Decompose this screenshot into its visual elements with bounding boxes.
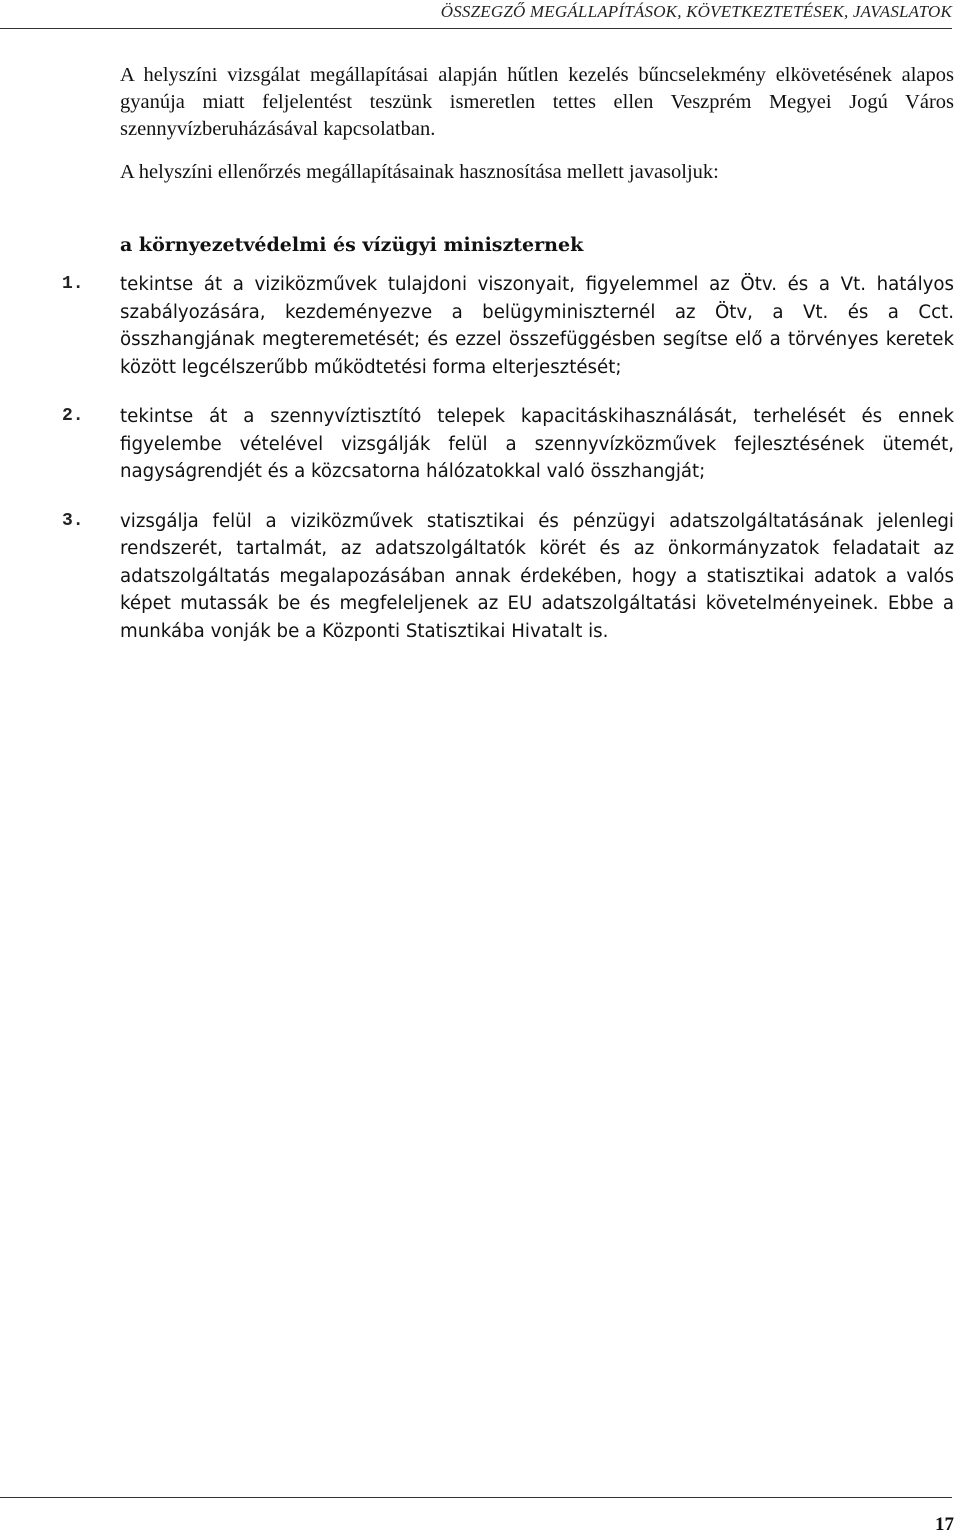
running-header: ÖSSZEGZŐ MEGÁLLAPÍTÁSOK, KÖVETKEZTETÉSEK, JAVASLATOK [0, 2, 952, 29]
list-item-text: tekintse át a viziközművek tulajdoni viszonyait, figyelemmel az Ötv. és a Vt. hatályos szabályozására, kezdeményezve a belügyminiszternél az Ötv, a Vt. és a Cct. összhangjának megteremetését; és ezzel összefüggésben segítse elő a törvényes keretek között legcélszerűbb működtetési forma elterjesztését; [120, 274, 954, 378]
list-item-number: 2. [62, 406, 84, 426]
intro-paragraph-1: A helyszíni vizsgálat megállapításai alapján hűtlen kezelés bűncselekmény elkövetésének alapos gyanúja miatt feljelentést teszünk ismeretlen tettes ellen Veszprém Megyei Jogú Város szennyvízberuházásával kapcsolatban. [120, 64, 954, 140]
intro-paragraph-2: A helyszíni ellenőrzés megállapításainak hasznosítása mellett javasoljuk: [120, 161, 719, 183]
page-content [62, 62, 954, 645]
list-item-number: 1. [62, 274, 84, 294]
list-item-text: vizsgálja felül a viziközművek statisztikai és pénzügyi adatszolgáltatásának jelenlegi rendszerét, tartalmát, az adatszolgáltatók körét és az önkormányzatok feladatait az adatszolgáltatás megalapozásában annak érdekében, hogy a statisztikai adatok a valós képet mutassák be és megfeleljenek az EU adatszolgáltatási követelményeinek. Ebbe a munkába vonják be a Központi Statisztikai Hivatalt is. [120, 510, 954, 642]
recommendation-list [62, 271, 954, 645]
recommendation-heading: a környezetvédelmi és vízügyi miniszternek [120, 234, 584, 256]
list-item [62, 508, 954, 646]
list-item [62, 403, 954, 486]
page-number: 17 [935, 1514, 954, 1535]
list-item-number: 3. [62, 510, 84, 531]
list-item-text: tekintse át a szennyvíztisztító telepek kapacitáskihasználását, terhelését és ennek figyelembe vételével vizsgálják felül a szennyvízközművek fejlesztésének ütemét, nagyságrendjét és a közcsatorna hálózatokkal való összhangját; [120, 406, 954, 482]
footer-rule [0, 1497, 952, 1498]
list-item [62, 271, 954, 381]
